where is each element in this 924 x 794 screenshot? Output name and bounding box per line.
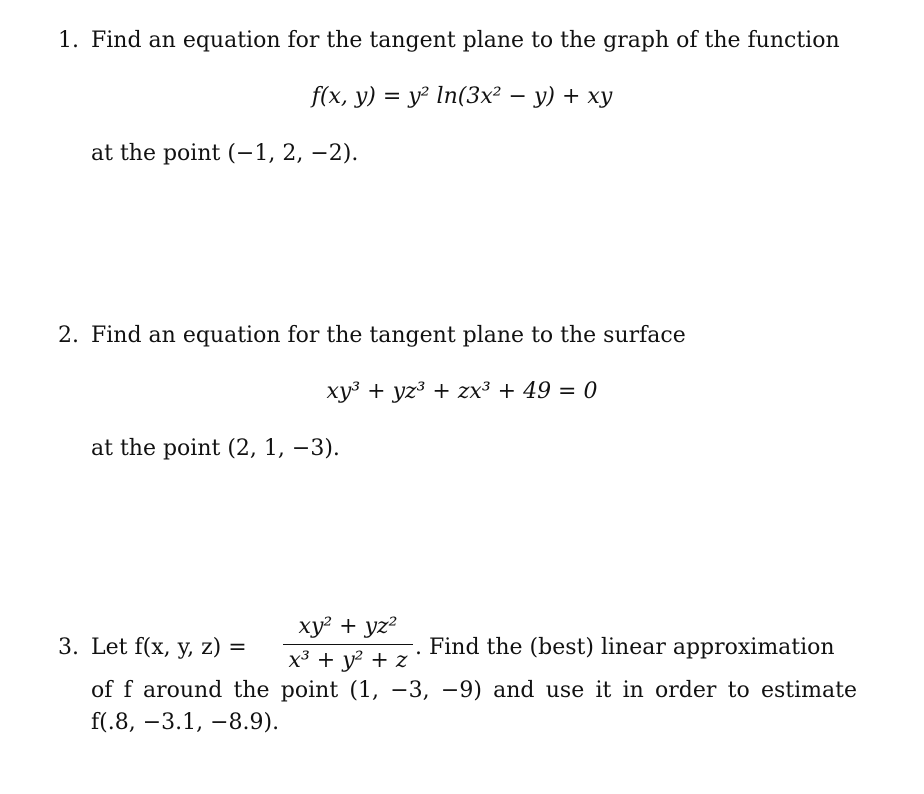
problem-2-equation: xy³ + yz³ + zx³ + 49 = 0 (326, 379, 598, 404)
fraction-numerator: xy² + yz² (298, 614, 398, 639)
fraction-bar (283, 644, 413, 645)
problem-3-line-2: of f around the point (1, −3, −9) and use it in order to estimate (91, 678, 857, 703)
problem-2-intro: Find an equation for the tangent plane to the surface (91, 323, 686, 348)
problem-3-line-3: f(.8, −3.1, −8.9). (91, 710, 280, 735)
problem-1-equation: f(x, y) = y² ln(3x² − y) + xy (311, 84, 613, 109)
problem-1-number: 1. (58, 28, 79, 53)
problem-3-number: 3. (58, 635, 79, 660)
problem-1-point: at the point (−1, 2, −2). (91, 141, 359, 166)
problem-1-intro: Find an equation for the tangent plane to the graph of the function (91, 28, 840, 53)
problem-2-point: at the point (2, 1, −3). (91, 436, 340, 461)
problem-2-number: 2. (58, 323, 79, 348)
fraction-denominator: x³ + y² + z (288, 648, 408, 674)
problem-3-after-fraction: . Find the (best) linear approximation (415, 635, 835, 660)
problem-3-fraction (283, 616, 413, 672)
problem-3-lead: Let f(x, y, z) = (91, 635, 247, 660)
